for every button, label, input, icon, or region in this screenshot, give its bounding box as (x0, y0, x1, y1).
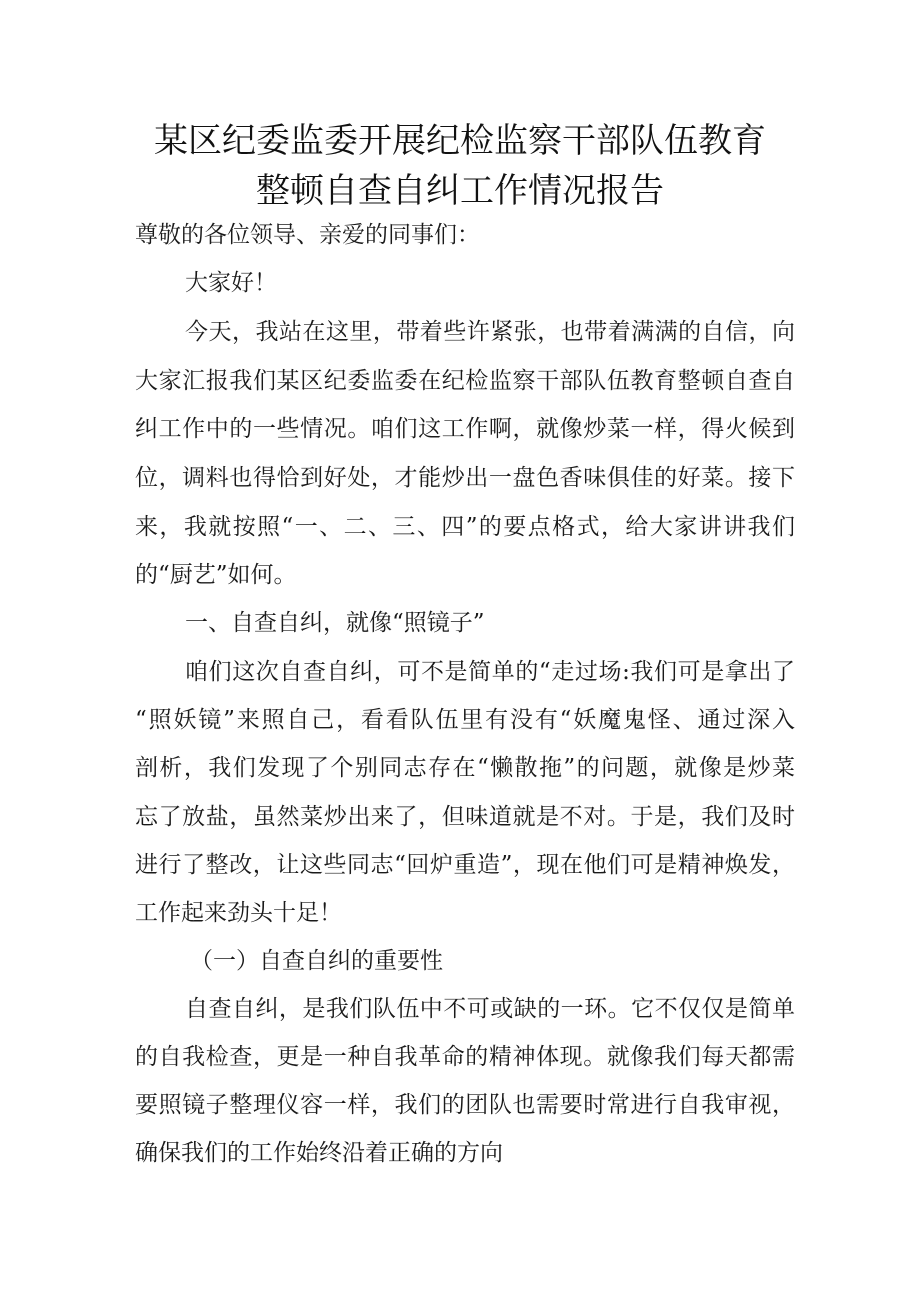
document-title-line1: 某区纪委监委开展纪检监察干部队伍教育 (154, 121, 766, 161)
document-title-line2: 整顿自查自纠工作情况报告 (256, 171, 664, 211)
paragraph-line: 进行了整改，让这些同志“回炉重造”，现在他们可是精神焕发， (135, 852, 795, 878)
greeting: 大家好！ (185, 270, 277, 296)
paragraph-line: 忘了放盐，虽然菜炒出来了，但味道就是不对。于是，我们及时 (135, 804, 795, 830)
paragraph-line: 工作起来劲头十足！ (135, 900, 342, 926)
paragraph-line: 剖析，我们发现了个别同志存在“懒散拖”的问题，就像是炒菜 (135, 755, 795, 781)
paragraph-line: 位，调料也得恰到好处，才能炒出一盘色香味俱佳的好菜。接下 (135, 465, 795, 491)
paragraph-line: 的“厨艺”如何。 (135, 562, 297, 588)
salutation: 尊敬的各位领导、亲爱的同事们： (135, 222, 480, 248)
paragraph-line: 来，我就按照“一、二、三、四”的要点格式，给大家讲讲我们 (135, 514, 795, 540)
paragraph-line: 的自我检查，更是一种自我革命的精神体现。就像我们每天都需 (135, 1044, 795, 1070)
paragraph-line: 咱们这次自查自纠，可不是简单的“走过场:我们可是拿出了 (185, 659, 795, 685)
paragraph-line: 大家汇报我们某区纪委监委在纪检监察干部队伍教育整顿自查自 (135, 368, 795, 394)
subsection-heading: （一）自查自纠的重要性 (190, 948, 443, 974)
section-heading: 一、自查自纠，就像“照镜子” (185, 610, 485, 636)
paragraph-line: 纠工作中的一些情况。咱们这工作啊，就像炒菜一样，得火候到 (135, 416, 795, 442)
paragraph-line: 今天，我站在这里，带着些许紧张，也带着满满的自信，向 (185, 319, 795, 345)
paragraph-line: 确保我们的工作始终沿着正确的方向 (135, 1140, 503, 1166)
paragraph-line: “照妖镜”来照自己，看看队伍里有没有“妖魔鬼怪、通过深入 (135, 707, 795, 733)
paragraph-line: 要照镜子整理仪容一样，我们的团队也需要时常进行自我审视， (135, 1092, 795, 1118)
paragraph-line: 自查自纠，是我们队伍中不可或缺的一环。它不仅仅是简单 (185, 996, 795, 1022)
